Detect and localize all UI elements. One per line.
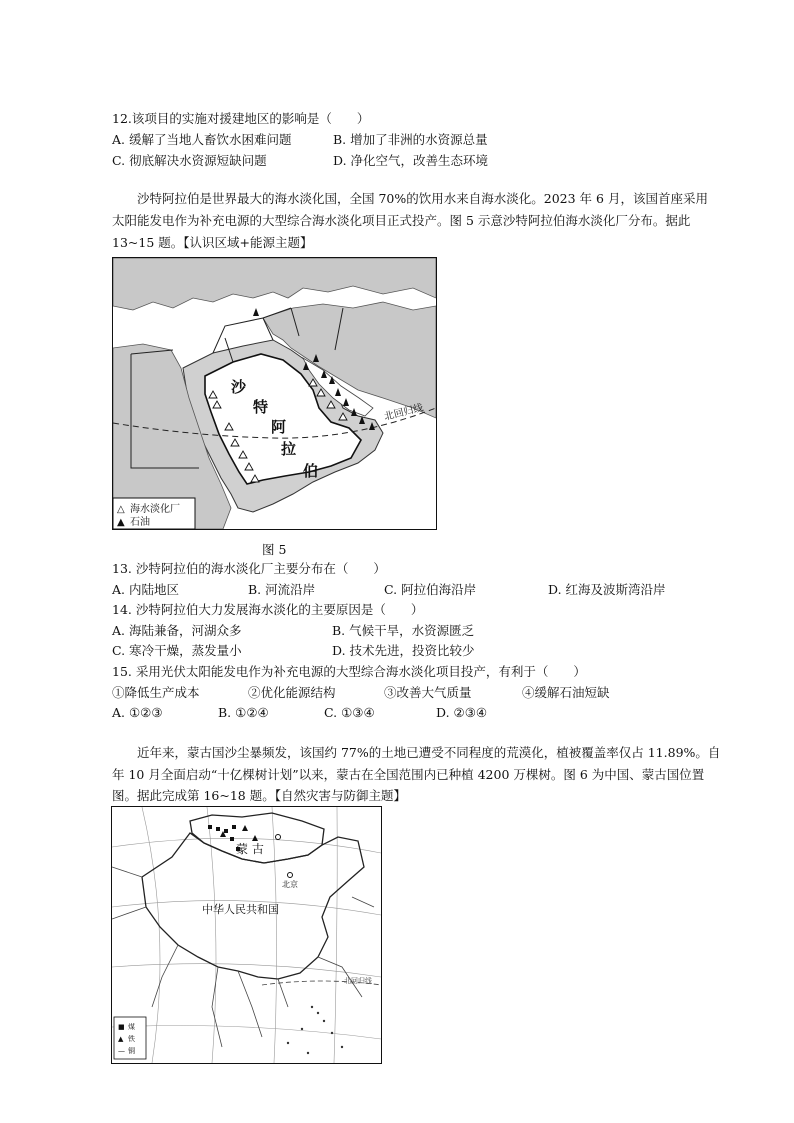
coal-site: [232, 825, 236, 829]
legend-label-oil: 石油: [130, 517, 150, 528]
oil-field: [253, 308, 259, 316]
coal-site: [224, 829, 228, 833]
iron-site: [242, 825, 248, 831]
other-borders: [112, 867, 374, 1047]
q15-item-3: ③改善大气质量: [384, 685, 472, 700]
figure5-caption: 图 5: [262, 542, 287, 557]
q13-option-d: D. 红海及波斯湾沿岸: [548, 582, 666, 597]
legend-label-coal: 煤: [128, 1023, 135, 1031]
q15-stem: 15. 采用光伏太阳能发电作为补充电源的大型综合海水淡化项目投产，有利于（ ）: [112, 664, 586, 679]
figure6-svg: [112, 807, 381, 1063]
legend-symbol-copper: —: [118, 1047, 125, 1055]
country-char-1: 沙: [231, 378, 247, 396]
country-char-4: 拉: [281, 440, 297, 458]
figure6-map: [111, 806, 382, 1064]
q12-option-c: C. 彻底解决水资源短缺问题: [112, 153, 267, 168]
land-europe-turkey: [113, 258, 436, 310]
mongolia-label: 蒙 古: [236, 842, 264, 856]
q14-option-d: D. 技术先进，投资比较少: [332, 643, 475, 658]
passage2-line2: 年 10 月全面启动“十亿棵树计划”以来，蒙古在全国范围内已种植 4200 万棵树。图 6 为中国、蒙古国位置: [112, 767, 705, 782]
q15-option-a: A. ①②③: [112, 705, 163, 720]
q12-stem: 12.该项目的实施对援建地区的影响是（ ）: [112, 111, 370, 126]
country-char-2: 特: [253, 398, 269, 416]
q15-item-2: ②优化能源结构: [248, 685, 336, 700]
tropic-label: 北回归线: [383, 402, 425, 423]
legend-symbol-desal: △: [117, 504, 125, 515]
country-char-5: 伯: [303, 462, 319, 480]
passage1-line3: 13~15 题。【认识区域+能源主题】: [112, 235, 313, 250]
q15-option-b: B. ①②④: [218, 705, 269, 720]
legend-label-iron: 铁: [128, 1035, 135, 1043]
iron-site: [252, 835, 258, 841]
q14-option-b: B. 气候干旱，水资源匮乏: [332, 623, 475, 638]
q13-stem: 13. 沙特阿拉伯的海水淡化厂主要分布在（ ）: [112, 561, 386, 576]
q13-option-c: C. 阿拉伯海沿岸: [384, 582, 477, 597]
coal-site: [216, 827, 220, 831]
legend-symbol-iron: ▲: [118, 1035, 124, 1043]
passage2-line3: 图。据此完成第 16~18 题。【自然灾害与防御主题】: [112, 788, 406, 803]
q13-option-a: A. 内陆地区: [112, 582, 179, 597]
capital-marker: [276, 835, 281, 840]
figure5-svg: [113, 258, 436, 529]
legend-label-desal: 海水淡化厂: [130, 504, 180, 515]
coal-site: [230, 837, 234, 841]
q12-option-a: A. 缓解了当地人畜饮水困难问题: [112, 132, 292, 147]
beijing-marker: [288, 873, 293, 878]
q14-option-a: A. 海陆兼备，河湖众多: [112, 623, 242, 638]
legend-symbol-coal: ■: [118, 1023, 125, 1031]
tropic-label: 北回归线: [344, 977, 372, 985]
coal-site: [208, 825, 212, 829]
passage1-line1: 沙特阿拉伯是世界最大的海水淡化国，全国 70%的饮用水来自海水淡化。2023 年 6 月，该国首座采用: [137, 191, 708, 206]
q15-option-d: D. ②③④: [436, 705, 488, 720]
passage2-line1: 近年来，蒙古国沙尘暴频发，该国约 77%的土地已遭受不同程度的荒漠化，植被覆盖率仅占 11.89%。自: [137, 745, 721, 760]
legend-symbol-oil: ▲: [117, 517, 125, 528]
q15-option-c: C. ①③④: [324, 705, 375, 720]
q15-item-1: ①降低生产成本: [112, 685, 200, 700]
figure5-map: [112, 257, 437, 530]
q14-stem: 14. 沙特阿拉伯大力发展海水淡化的主要原因是（ ）: [112, 602, 424, 617]
q13-option-b: B. 河流沿岸: [248, 582, 316, 597]
q14-option-c: C. 寒冷干燥，蒸发量小: [112, 643, 242, 658]
country-char-3: 阿: [271, 418, 287, 436]
passage1-line2: 太阳能发电作为补充电源的大型综合海水淡化项目正式投产。图 5 示意沙特阿拉伯海水淡化厂分布。据此: [112, 213, 691, 228]
q15-item-4: ④缓解石油短缺: [522, 685, 610, 700]
q12-option-d: D. 净化空气，改善生态环境: [333, 153, 489, 168]
q12-option-b: B. 增加了非洲的水资源总量: [333, 132, 488, 147]
china-label: 中华人民共和国: [202, 903, 279, 916]
legend-label-copper: 铜: [128, 1047, 135, 1055]
beijing-label: 北京: [282, 880, 298, 889]
